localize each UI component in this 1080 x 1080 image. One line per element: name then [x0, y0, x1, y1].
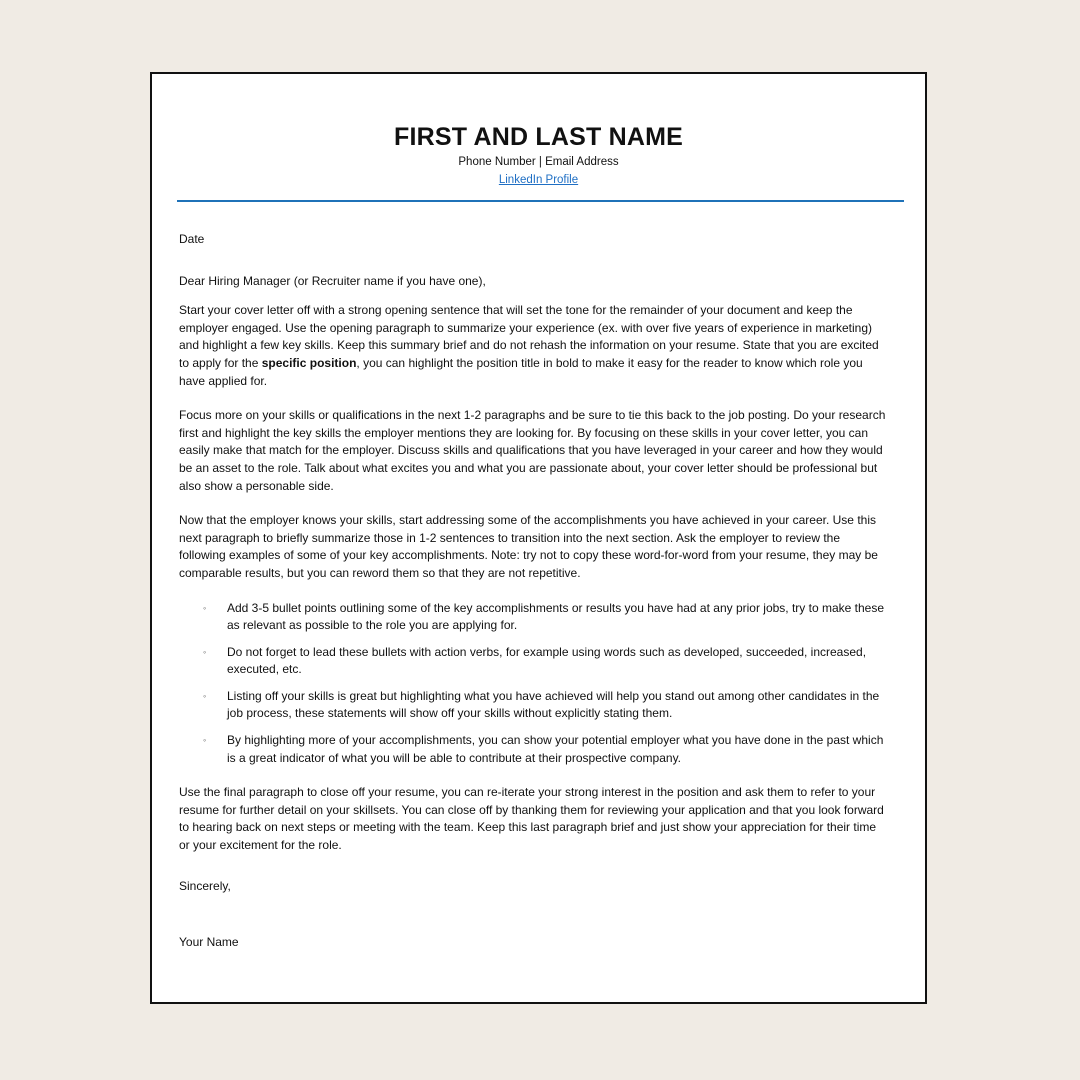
paragraph-skills: Focus more on your skills or qualifications in the next 1-2 paragraphs and be sure to tie this back to the job posting. Do your research first and highlight the key skills the employer mentions they are looking for. By focusing on these skills in your cover letter, you can easily make that match for the employer. Discuss skills and qualifications that you have leveraged in your career and how they would be an asset to the role. Talk about what excites you and what you are passionate about, your cover letter should be professional but also show a personable side. — [179, 408, 886, 493]
paragraph-closing: Use the final paragraph to close off your resume, you can re-iterate your strong interest in the position and ask them to refer to your resume for further detail on your skillsets. You can close off by thanking them for reviewing your application and that you look forward to hearing back on next steps or meeting with the team. Keep this last paragraph brief and just show your appreciation for their time or your excitement for the role. — [179, 785, 884, 853]
document-page — [150, 72, 927, 1004]
salutation: Dear Hiring Manager (or Recruiter name if you have one), — [179, 273, 486, 288]
list-item — [179, 644, 887, 679]
list-item-text: Listing off your skills is great but highlighting what you have achieved will help you stand out among other candidates in the job process, these statements will show off your skills without explicitly stating them. — [227, 688, 880, 721]
list-item-text: By highlighting more of your accomplishments, you can show your potential employer what you have done in the past which is a great indicator of what you will be able to contribute at their prospective company. — [227, 733, 884, 765]
list-item-text: Add 3-5 bullet points outlining some of the key accomplishments or results you have had at any prior jobs, try to make these as relevant as possible to the role you are applying for. — [227, 600, 885, 633]
closing-salutation: Sincerely, — [179, 878, 231, 893]
linkedin-profile-link[interactable]: LinkedIn Profile — [498, 174, 579, 186]
header-divider — [177, 200, 904, 202]
bullet-icon: ◦ — [203, 735, 207, 746]
accomplishment-list — [179, 600, 887, 768]
specific-position-bold: specific position — [261, 355, 357, 370]
letterhead — [152, 122, 925, 188]
bullet-icon: ◦ — [203, 690, 207, 701]
list-item-text: Do not forget to lead these bullets with action verbs, for example using words such as developed, succeeded, increased, executed, etc. — [227, 644, 867, 677]
paragraph-opening-text: Start your cover letter off with a strong opening sentence that will set the tone for the remainder of your document and keep the employer engaged. Use the opening paragraph to summarize your experience (ex. with over five years of experience in marketing) and highlight a few key skills. Keep this summary brief and do not rehash the information on your resume. State that you are excited to apply for the — [179, 303, 879, 370]
bullet-icon: ◦ — [203, 602, 207, 613]
applicant-name: FIRST AND LAST NAME — [394, 123, 683, 151]
signature-name: Your Name — [179, 935, 239, 950]
paragraph-opening — [179, 302, 887, 390]
letter-body — [179, 231, 887, 952]
list-item — [179, 732, 887, 767]
bullet-icon: ◦ — [203, 646, 207, 657]
list-item — [179, 688, 887, 723]
linkedin-line — [152, 170, 925, 188]
letter-date: Date — [179, 232, 205, 246]
list-item — [179, 600, 887, 635]
contact-line: Phone Number | Email Address — [458, 156, 619, 168]
paragraph-opening-text-end: , you can highlight the position title in bold to make it easy for the reader to know which role you have applied for. — [179, 355, 863, 388]
paragraph-accomplishments: Now that the employer knows your skills, start addressing some of the accomplishments you have achieved in your career. Use this next paragraph to briefly summarize those in 1-2 sentences to transition into the next section. Ask the employer to review the following examples of some of your key accomplishments. Note: try not to copy these word-for-word from your resume, they may be comparable results, but you can reword them so that they are not repetitive. — [179, 513, 878, 580]
